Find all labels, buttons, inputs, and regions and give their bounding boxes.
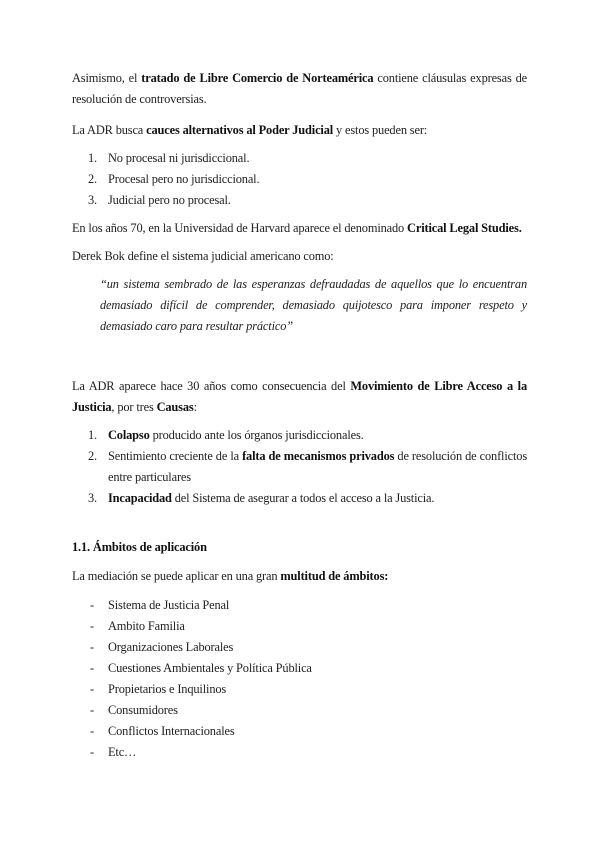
list-number: 1. [88,151,97,165]
paragraph-text: La mediación se puede aplicar en una gran [72,569,281,583]
paragraph-text: y estos pueden ser: [333,123,428,137]
list-dash: - [90,640,94,654]
list-item: Organizaciones Laborales [108,640,234,654]
list-item: Etc… [108,745,137,759]
bold-phrase: Incapacidad [108,491,172,505]
bold-phrase: Critical Legal Studies. [407,221,522,235]
list-item-text: producido ante los órganos jurisdiccionales. [149,428,364,442]
list-item: Procesal pero no jurisdiccional. [108,172,260,186]
list-dash: - [90,724,94,738]
paragraph-text: : [193,400,197,414]
list-dash: - [90,745,94,759]
paragraph-text: En los años 70, en la Universidad de Harvard aparece el denominado [72,221,408,235]
list-item-text: Sentimiento creciente de la [108,449,243,463]
paragraph-text: La ADR busca [72,123,147,137]
list-item: Sistema de Justicia Penal [108,598,230,612]
list-item-text: de resolución de conflictos entre particulares [108,449,527,484]
section-heading [72,537,527,558]
list-item: Propietarios e Inquilinos [108,682,227,696]
paragraph-adr-cauces [72,120,527,141]
heading-text: 1.1. Ámbitos de aplicación [72,540,207,554]
bold-phrase: Causas [156,400,194,414]
bold-phrase: Movimiento de Libre Acceso a la Justicia [72,379,527,414]
paragraph-text: La ADR aparece hace 30 años como consecuencia del [72,379,351,393]
paragraph-nafta [72,68,527,110]
paragraph-text: , por tres [111,400,157,414]
list-dash: - [90,661,94,675]
list-number: 2. [88,172,97,186]
list-dash: - [90,598,94,612]
bold-phrase: tratado de Libre Comercio de Norteamérica [141,71,374,85]
list-number: 3. [88,193,97,207]
list-item: Judicial pero no procesal. [108,193,231,207]
list-item: No procesal ni jurisdiccional. [108,151,250,165]
bold-phrase: Colapso [108,428,150,442]
block-quote: “un sistema sembrado de las esperanzas defraudadas de aquellos que lo encuentran demasiado difícil de comprender, demasiado quijotesco para imponer respeto y demasiado caro para resultar práctico” [100,277,527,333]
paragraph-harvard [72,218,527,239]
bold-phrase: falta de mecanismos privados [242,449,395,463]
paragraph-text: Asimismo, el [72,71,142,85]
list-number: 1. [88,428,97,442]
paragraph-mediacion [72,566,527,587]
bold-phrase: multitud de ámbitos: [280,569,389,583]
list-item: Consumidores [108,703,178,717]
paragraph-derek-bok: Derek Bok define el sistema judicial americano como: [72,249,334,263]
bold-phrase: cauces alternativos al Poder Judicial [146,123,334,137]
list-number: 3. [88,491,97,505]
list-item [108,488,527,509]
list-number: 2. [88,449,97,463]
list-item [108,446,527,488]
list-item: Ambito Familia [108,619,185,633]
list-dash: - [90,619,94,633]
list-item [108,425,527,446]
list-dash: - [90,682,94,696]
paragraph-text: contiene cláusulas expresas de resolución de controversias. [72,71,527,106]
list-item: Conflictos Internacionales [108,724,235,738]
list-dash: - [90,703,94,717]
list-item: Cuestiones Ambientales y Política Pública [108,661,312,675]
list-item-text: del Sistema de asegurar a todos el acceso a la Justicia. [171,491,435,505]
paragraph-movimiento [72,376,527,418]
